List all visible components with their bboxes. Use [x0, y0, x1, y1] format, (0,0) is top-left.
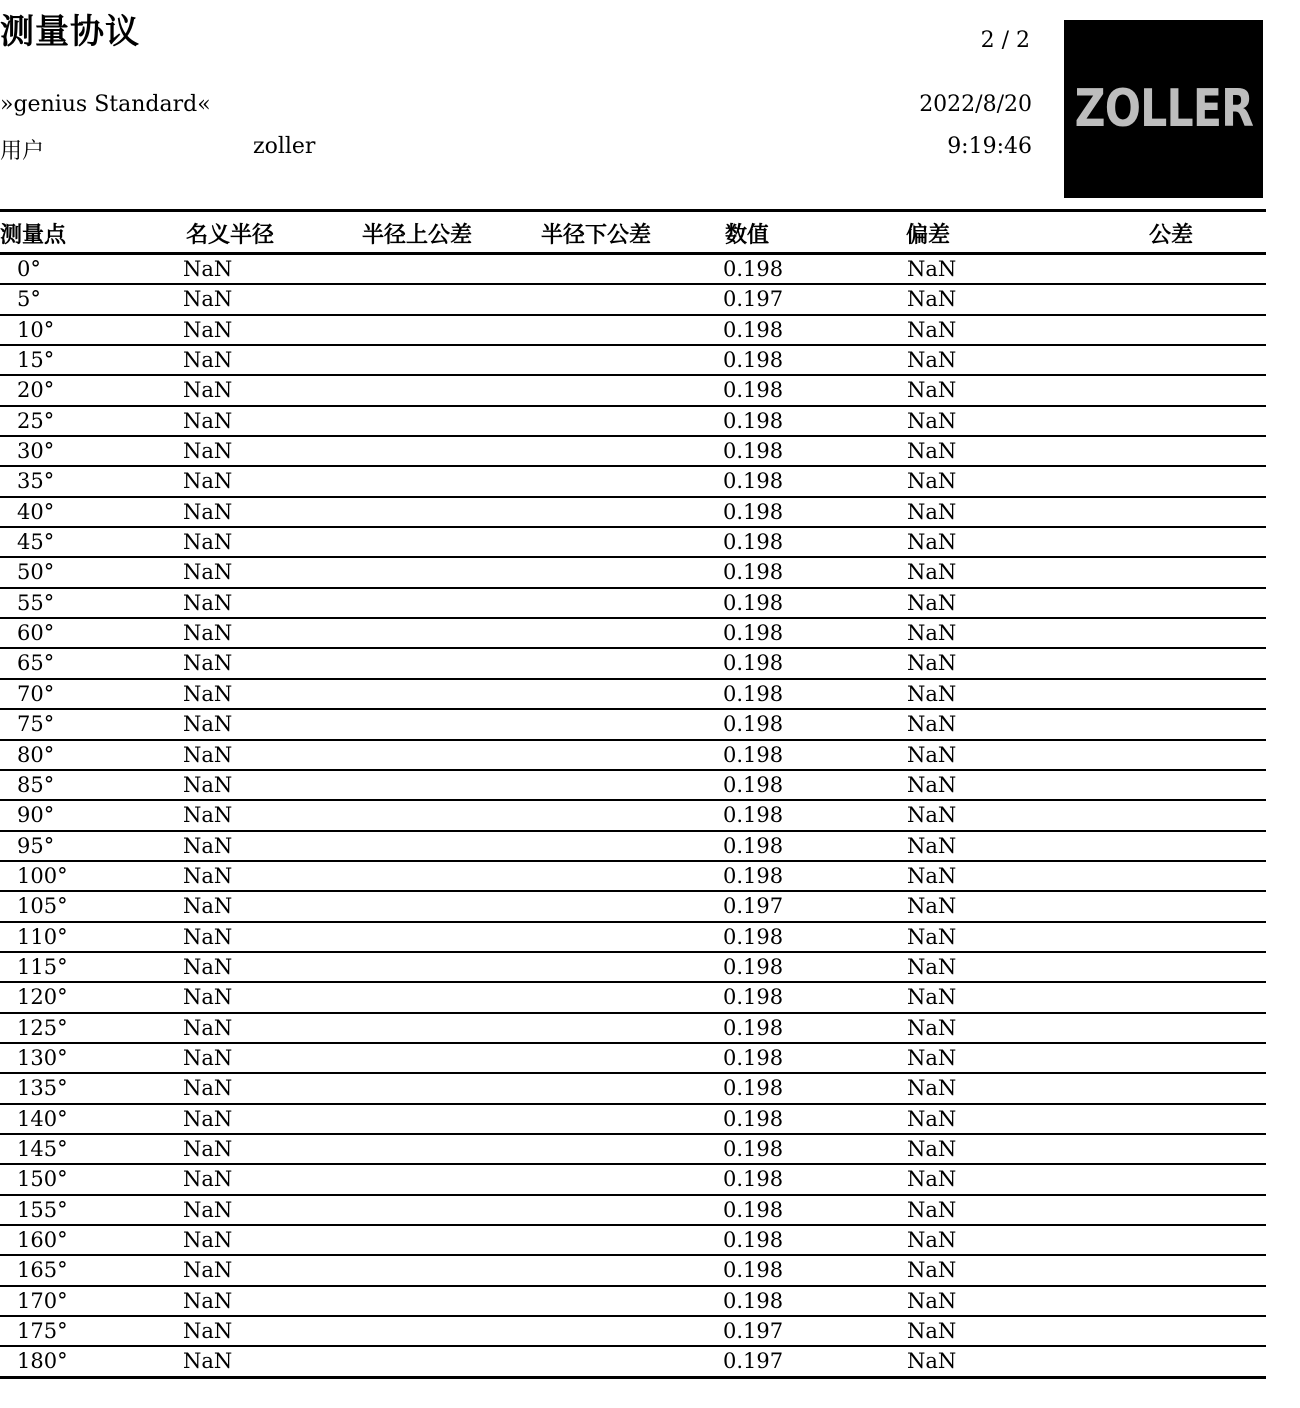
row-nominal: NaN	[183, 1136, 233, 1161]
row-deviation: NaN	[907, 590, 957, 615]
row-deviation: NaN	[907, 651, 957, 676]
row-value: 0.198	[723, 803, 784, 828]
row-point: 135°	[17, 1076, 68, 1101]
row-nominal: NaN	[183, 317, 233, 342]
row-deviation: NaN	[907, 833, 957, 858]
row-nominal: NaN	[183, 378, 233, 403]
table-row	[0, 1135, 1266, 1165]
row-nominal: NaN	[183, 1319, 233, 1344]
row-deviation: NaN	[907, 954, 957, 979]
table-row	[0, 1074, 1266, 1104]
row-nominal: NaN	[183, 1106, 233, 1131]
row-deviation: NaN	[907, 287, 957, 312]
row-point: 170°	[17, 1288, 68, 1313]
header-value: 数值	[725, 223, 770, 248]
table-row	[0, 467, 1266, 497]
row-point: 90°	[17, 803, 55, 828]
row-nominal: NaN	[183, 712, 233, 737]
header-nominal-radius: 名义半径	[186, 223, 275, 248]
header-lower-tolerance: 半径下公差	[541, 223, 652, 248]
row-value: 0.197	[723, 894, 784, 919]
row-nominal: NaN	[183, 348, 233, 373]
table-row	[0, 771, 1266, 801]
row-value: 0.198	[723, 1228, 784, 1252]
row-point: 130°	[17, 1045, 68, 1070]
row-value: 0.198	[723, 439, 784, 464]
row-point: 85°	[17, 772, 55, 797]
row-value: 0.198	[723, 833, 784, 858]
table-row	[0, 953, 1266, 983]
row-point: 145°	[17, 1136, 68, 1161]
row-value: 0.198	[723, 317, 784, 342]
table-row	[0, 1196, 1266, 1226]
row-value: 0.198	[723, 560, 784, 585]
row-nominal: NaN	[183, 1349, 233, 1374]
table-row	[0, 1347, 1266, 1378]
table-row	[0, 1014, 1266, 1044]
row-point: 50°	[17, 560, 55, 585]
row-nominal: NaN	[183, 742, 233, 767]
row-point: 115°	[17, 954, 68, 979]
table-row	[0, 498, 1266, 528]
row-value: 0.198	[723, 408, 784, 433]
row-nominal: NaN	[183, 985, 233, 1010]
row-deviation: NaN	[907, 1197, 957, 1222]
row-point: 10°	[17, 317, 55, 342]
row-deviation: NaN	[907, 560, 957, 585]
table-row	[0, 741, 1266, 771]
table-row	[0, 1287, 1266, 1317]
page-number: 2 / 2	[980, 28, 1030, 53]
row-nominal: NaN	[183, 469, 233, 494]
row-nominal: NaN	[183, 1288, 233, 1313]
row-value: 0.198	[723, 954, 784, 979]
row-nominal: NaN	[183, 772, 233, 797]
table-row	[0, 558, 1266, 588]
row-deviation: NaN	[907, 439, 957, 464]
row-point: 95°	[17, 833, 55, 858]
row-point: 120°	[17, 985, 68, 1010]
row-deviation: NaN	[907, 681, 957, 706]
row-nominal: NaN	[183, 1197, 233, 1222]
row-deviation: NaN	[907, 469, 957, 494]
row-value: 0.197	[723, 287, 784, 312]
user-label: 用户	[0, 139, 45, 164]
row-deviation: NaN	[907, 803, 957, 828]
row-deviation: NaN	[907, 378, 957, 403]
row-value: 0.198	[723, 348, 784, 373]
zoller-logo	[1064, 20, 1263, 198]
row-point: 150°	[17, 1167, 68, 1192]
row-value: 0.198	[723, 1288, 784, 1313]
row-point: 70°	[17, 681, 55, 706]
row-nominal: NaN	[183, 1076, 233, 1101]
row-value: 0.198	[723, 1106, 784, 1131]
row-point: 45°	[17, 530, 55, 555]
row-nominal: NaN	[183, 803, 233, 828]
row-value: 0.198	[723, 1197, 784, 1222]
row-deviation: NaN	[907, 1258, 957, 1283]
row-nominal: NaN	[183, 924, 233, 949]
row-nominal: NaN	[183, 590, 233, 615]
row-deviation: NaN	[907, 985, 957, 1010]
row-deviation: NaN	[907, 530, 957, 555]
report-time: 9:19:46	[947, 134, 1032, 159]
row-deviation: NaN	[907, 894, 957, 919]
row-nominal: NaN	[183, 530, 233, 555]
row-deviation: NaN	[907, 1106, 957, 1131]
row-value: 0.198	[723, 985, 784, 1010]
row-deviation: NaN	[907, 1228, 957, 1252]
row-value: 0.198	[723, 863, 784, 888]
measurement-table	[0, 209, 1266, 1379]
row-point: 55°	[17, 590, 55, 615]
row-nominal: NaN	[183, 1045, 233, 1070]
table-row	[0, 619, 1266, 649]
row-deviation: NaN	[907, 408, 957, 433]
table-row	[0, 1256, 1266, 1286]
row-value: 0.198	[723, 530, 784, 555]
row-point: 160°	[17, 1228, 68, 1252]
row-point: 25°	[17, 408, 55, 433]
table-row	[0, 255, 1266, 285]
table-row	[0, 285, 1266, 315]
row-point: 0°	[17, 257, 41, 281]
row-nominal: NaN	[183, 833, 233, 858]
row-deviation: NaN	[907, 772, 957, 797]
program-name: »genius Standard«	[0, 92, 211, 117]
user-value: zoller	[253, 134, 316, 159]
row-nominal: NaN	[183, 894, 233, 919]
header-tolerance: 公差	[1149, 223, 1194, 248]
row-point: 125°	[17, 1015, 68, 1040]
row-deviation: NaN	[907, 257, 957, 281]
table-row	[0, 983, 1266, 1013]
header-upper-tolerance: 半径上公差	[362, 223, 473, 248]
row-value: 0.198	[723, 651, 784, 676]
row-point: 65°	[17, 651, 55, 676]
row-nominal: NaN	[183, 257, 233, 281]
row-nominal: NaN	[183, 954, 233, 979]
row-nominal: NaN	[183, 408, 233, 433]
row-deviation: NaN	[907, 1136, 957, 1161]
row-deviation: NaN	[907, 712, 957, 737]
row-point: 155°	[17, 1197, 68, 1222]
row-nominal: NaN	[183, 439, 233, 464]
row-nominal: NaN	[183, 499, 233, 524]
row-point: 165°	[17, 1258, 68, 1283]
row-value: 0.197	[723, 1319, 784, 1344]
row-nominal: NaN	[183, 1015, 233, 1040]
table-row	[0, 1165, 1266, 1195]
table-row	[0, 923, 1266, 953]
row-deviation: NaN	[907, 1167, 957, 1192]
table-row	[0, 316, 1266, 346]
row-nominal: NaN	[183, 287, 233, 312]
row-deviation: NaN	[907, 1076, 957, 1101]
table-row	[0, 649, 1266, 679]
row-point: 175°	[17, 1319, 68, 1344]
table-body	[0, 255, 1266, 1379]
row-nominal: NaN	[183, 621, 233, 646]
row-point: 35°	[17, 469, 55, 494]
row-point: 40°	[17, 499, 55, 524]
table-row	[0, 832, 1266, 862]
row-nominal: NaN	[183, 1228, 233, 1252]
table-row	[0, 437, 1266, 467]
header-point: 测量点	[0, 223, 67, 248]
row-point: 20°	[17, 378, 55, 403]
table-row	[0, 801, 1266, 831]
row-point: 30°	[17, 439, 55, 464]
row-value: 0.198	[723, 1136, 784, 1161]
row-value: 0.198	[723, 1076, 784, 1101]
row-deviation: NaN	[907, 1349, 957, 1374]
row-value: 0.198	[723, 257, 784, 281]
table-row	[0, 892, 1266, 922]
row-deviation: NaN	[907, 348, 957, 373]
row-point: 60°	[17, 621, 55, 646]
row-value: 0.197	[723, 1349, 784, 1374]
row-point: 80°	[17, 742, 55, 767]
page-title: 测量协议	[0, 12, 140, 52]
row-value: 0.198	[723, 712, 784, 737]
row-deviation: NaN	[907, 621, 957, 646]
header-deviation: 偏差	[906, 223, 951, 248]
row-value: 0.198	[723, 621, 784, 646]
logo-text: ZOLLER	[1074, 79, 1253, 139]
table-row	[0, 710, 1266, 740]
table-row	[0, 1226, 1266, 1256]
row-value: 0.198	[723, 1045, 784, 1070]
row-deviation: NaN	[907, 1045, 957, 1070]
row-deviation: NaN	[907, 1288, 957, 1313]
table-row	[0, 589, 1266, 619]
report-date: 2022/8/20	[919, 92, 1032, 117]
row-value: 0.198	[723, 590, 784, 615]
row-value: 0.198	[723, 469, 784, 494]
row-point: 15°	[17, 348, 55, 373]
row-nominal: NaN	[183, 1258, 233, 1283]
row-point: 180°	[17, 1349, 68, 1374]
row-deviation: NaN	[907, 742, 957, 767]
table-row	[0, 407, 1266, 437]
row-point: 140°	[17, 1106, 68, 1131]
row-deviation: NaN	[907, 317, 957, 342]
row-value: 0.198	[723, 1258, 784, 1283]
row-value: 0.198	[723, 772, 784, 797]
row-nominal: NaN	[183, 651, 233, 676]
row-nominal: NaN	[183, 681, 233, 706]
table-row	[0, 1044, 1266, 1074]
row-deviation: NaN	[907, 863, 957, 888]
row-nominal: NaN	[183, 863, 233, 888]
table-header-row	[0, 212, 1266, 255]
row-value: 0.198	[723, 742, 784, 767]
row-value: 0.198	[723, 378, 784, 403]
row-nominal: NaN	[183, 560, 233, 585]
table-row	[0, 862, 1266, 892]
row-value: 0.198	[723, 1167, 784, 1192]
table-row	[0, 680, 1266, 710]
table-row	[0, 528, 1266, 558]
row-point: 110°	[17, 924, 68, 949]
row-point: 100°	[17, 863, 68, 888]
row-value: 0.198	[723, 924, 784, 949]
row-point: 105°	[17, 894, 68, 919]
row-deviation: NaN	[907, 924, 957, 949]
row-value: 0.198	[723, 1015, 784, 1040]
row-point: 75°	[17, 712, 55, 737]
table-row	[0, 376, 1266, 406]
row-value: 0.198	[723, 499, 784, 524]
table-row	[0, 346, 1266, 376]
row-deviation: NaN	[907, 1015, 957, 1040]
row-deviation: NaN	[907, 499, 957, 524]
row-point: 5°	[17, 287, 41, 312]
table-row	[0, 1317, 1266, 1347]
table-row	[0, 1105, 1266, 1135]
row-value: 0.198	[723, 681, 784, 706]
row-nominal: NaN	[183, 1167, 233, 1192]
row-deviation: NaN	[907, 1319, 957, 1344]
